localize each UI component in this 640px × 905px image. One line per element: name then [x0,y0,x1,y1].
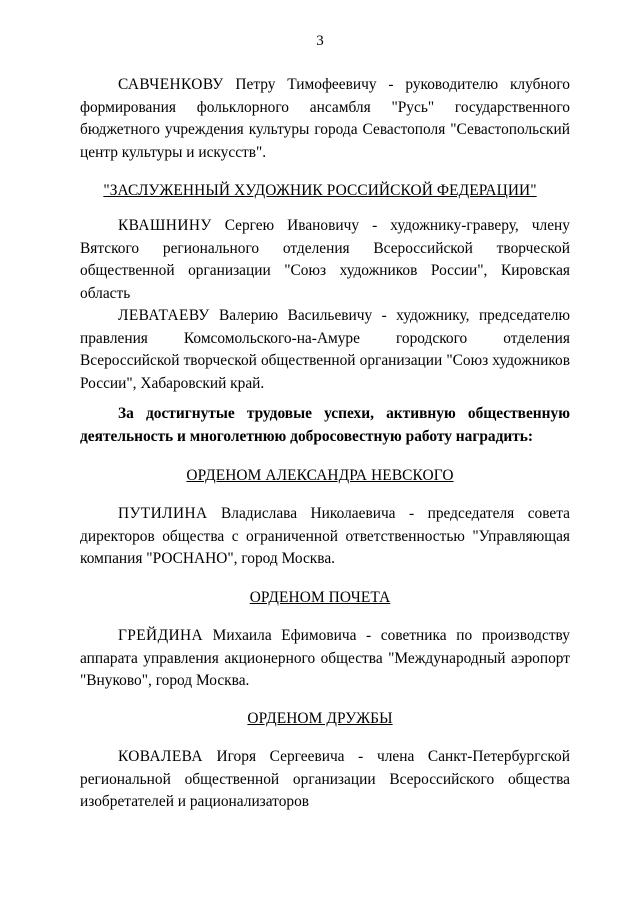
entry-surname: ЛЕВАТАЕВУ [118,307,210,324]
entry-surname: ПУТИЛИНА [118,505,208,522]
entry-text: Михаила Ефимовича - советника по производству аппарата управления акционерного общества "Международный аэропорт "Внуково", город Москва. [80,627,570,689]
entry-savchenkov [80,74,570,164]
entry-surname: КВАШНИНУ [118,217,212,234]
entry-text: Игоря Сергеевича - члена Санкт-Петербургской региональной общественной организации Всероссийского общества изобретателей и рационализаторов [80,748,570,810]
heading-honored-artist: "ЗАСЛУЖЕННЫЙ ХУДОЖНИК РОССИЙСКОЙ ФЕДЕРАЦИИ" [103,182,537,199]
entry-text: Сергею Ивановичу - художнику-граверу, члену Вятского регионального отделения Всероссийской творческой общественной организации "Союз художников России", Кировская область [80,217,570,302]
award-statement: За достигнутые трудовые успехи, активную общественную деятельность и многолетнюю добросовестную работу наградить: [80,405,570,445]
entry-kovalev [80,746,570,814]
entry-surname: ГРЕЙДИНА [118,627,204,644]
entry-levataev [80,305,570,395]
page-number: 3 [316,33,324,49]
entry-text: Петру Тимофеевичу - руководителю клубного формирования фольклорного ансамбля "Русь" государственного бюджетного учреждения культуры города Севастополя "Севастопольский центр культуры и искусств". [80,76,570,161]
entry-text: Валерию Васильевичу - художнику, председателю правления Комсомольского-на-Амуре городского отделения Всероссийской творческой общественной организации "Союз художников России", Хабаровский край. [80,307,570,392]
entry-kvashnin [80,215,570,305]
entry-text: Владислава Николаевича - председателя совета директоров общества с ограниченной ответственностью "Управляющая компания "РОСНАНО", город Москва. [80,505,570,567]
entry-surname: САВЧЕНКОВУ [118,76,224,93]
heading-order-friendship: ОРДЕНОМ ДРУЖБЫ [247,710,393,727]
heading-order-nevsky: ОРДЕНОМ АЛЕКСАНДРА НЕВСКОГО [186,467,454,484]
entry-surname: КОВАЛЕВА [118,748,203,765]
entry-greydin [80,625,570,693]
heading-order-honor: ОРДЕНОМ ПОЧЕТА [249,589,391,606]
entry-putilin [80,503,570,571]
